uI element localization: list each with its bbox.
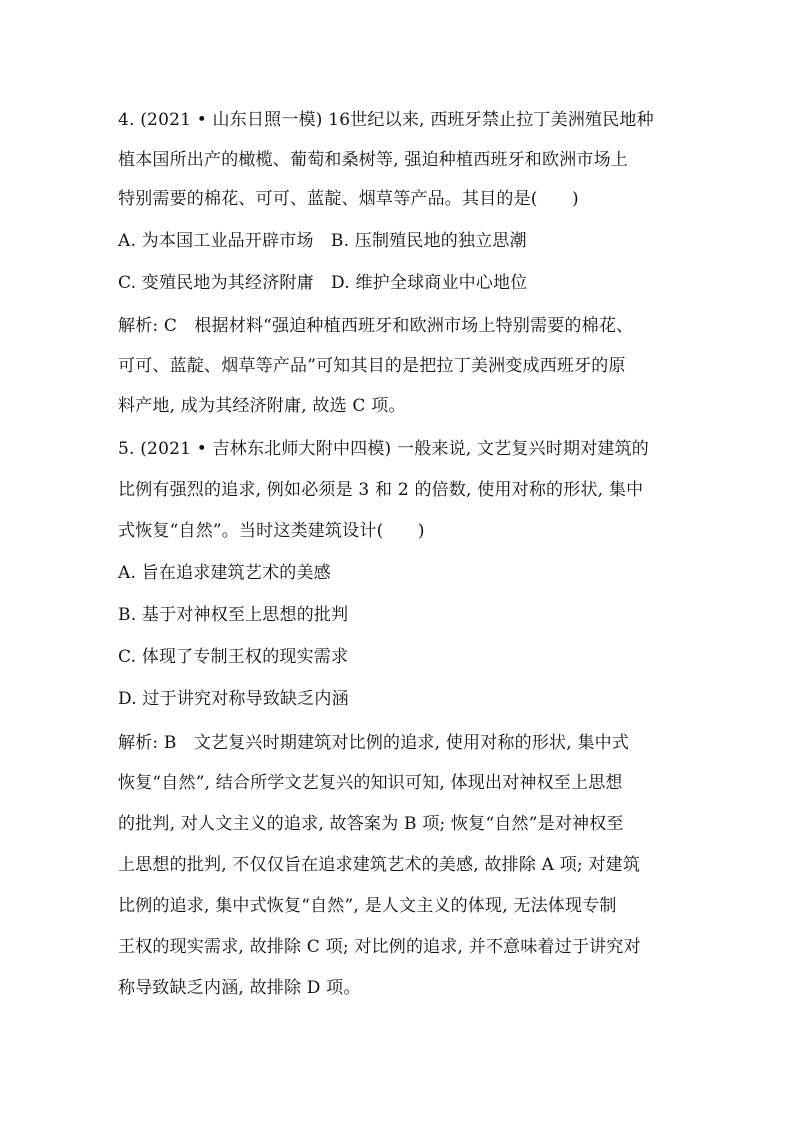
q4-options-line-1: A. 为本国工业品开辟市场 B. 压制殖民地的独立思潮 [118,231,527,251]
q5-analysis-line-7: 称导致缺乏内涵, 故排除 D 项。 [118,978,361,998]
q5-analysis-line-4: 上思想的批判, 不仅仅旨在追求建筑艺术的美感, 故排除 A 项; 对建筑 [118,855,641,875]
q4-options-line-2: C. 变殖民地为其经济附庸 D. 维护全球商业中心地位 [118,273,528,293]
q4-analysis-line-2: 可可、蓝靛、烟草等产品”可知其目的是把拉丁美洲变成西班牙的原 [118,356,626,376]
q4-stem-line-2: 植本国所出产的橄榄、葡萄和桑树等, 强迫种植西班牙和欧洲市场上 [118,150,629,170]
q5-analysis-line-5: 比例的追求, 集中式恢复“自然”, 是人文主义的体现, 无法体现专制 [118,896,617,916]
q5-option-a: A. 旨在追求建筑艺术的美感 [118,563,331,583]
q5-option-d: D. 过于讲究对称导致缺乏内涵 [118,689,349,709]
q5-stem-line-2: 比例有强烈的追求, 例如必须是 3 和 2 的倍数, 使用对称的形状, 集中 [118,480,644,500]
q5-stem-line-3: 式恢复“自然”。当时这类建筑设计( ) [118,521,425,541]
q5-analysis-line-3: 的批判, 对人文主义的追求, 故答案为 B 项; 恢复“自然”是对神权至 [118,814,624,834]
q5-stem-line-1: 5. (2021 • 吉林东北师大附中四模) 一般来说, 文艺复兴时期对建筑的 [118,439,649,459]
q4-stem-line-1: 4. (2021 • 山东日照一模) 16世纪以来, 西班牙禁止拉丁美洲殖民地种 [118,110,654,130]
q5-analysis-line-1: 解析: B 文艺复兴时期建筑对比例的追求, 使用对称的形状, 集中式 [118,733,630,753]
q4-analysis-line-3: 料产地, 成为其经济附庸, 故选 C 项。 [118,396,406,416]
q5-analysis-line-2: 恢复“自然”, 结合所学文艺复兴的知识可知, 体现出对神权至上思想 [118,773,623,793]
q4-analysis-line-1: 解析: C 根据材料“强迫种植西班牙和欧洲市场上特别需要的棉花、 [118,316,634,336]
q4-stem-line-3: 特别需要的棉花、可可、蓝靛、烟草等产品。其目的是( ) [118,189,579,209]
q5-option-c: C. 体现了专制王权的现实需求 [118,647,349,667]
q5-option-b: B. 基于对神权至上思想的批判 [118,605,349,625]
q5-analysis-line-6: 王权的现实需求, 故排除 C 项; 对比例的追求, 并不意味着过于讲究对 [118,937,641,957]
